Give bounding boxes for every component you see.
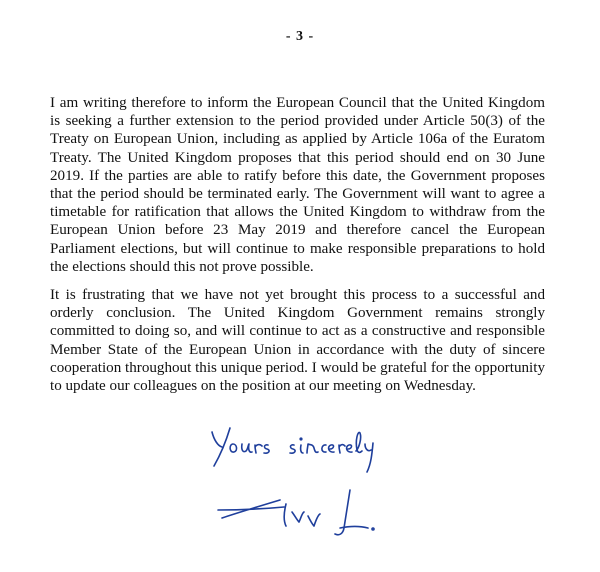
page-number: - 3 -: [285, 29, 315, 44]
handwritten-signature: [200, 420, 420, 550]
closing-handwriting: [212, 428, 373, 472]
signature-scrawl: [218, 490, 374, 535]
letter-paragraph-2: It is frustrating that we have not yet brought this process to a successful and orderly conclusion. The United Kingdom Government remains strongly committed to doing so, and will continue to act as a constructive and responsible Member State of the European Union in accordance with the duty of sincere cooperation throughout this unique period. I would be grateful for the opportunity to update our colleagues on the position at our meeting on Wednesday.: [50, 287, 545, 395]
letter-paragraph-1: I am writing therefore to inform the European Council that the United Kingdom is seeking a further extension to the period provided under Article 50(3) of the Treaty on European Union, including as applied by Article 106a of the Euratom Treaty. The United Kingdom proposes that this period should end on 30 June 2019. If the parties are able to ratify before this date, the Government proposes that the period should be terminated early. The Government will want to agree a timetable for ratification that allows the United Kingdom to withdraw from the European Union before 23 May 2019 and therefore cancel the European Parliament elections, but will continue to make responsible preparations to hold the elections should this not prove possible.: [50, 95, 545, 275]
